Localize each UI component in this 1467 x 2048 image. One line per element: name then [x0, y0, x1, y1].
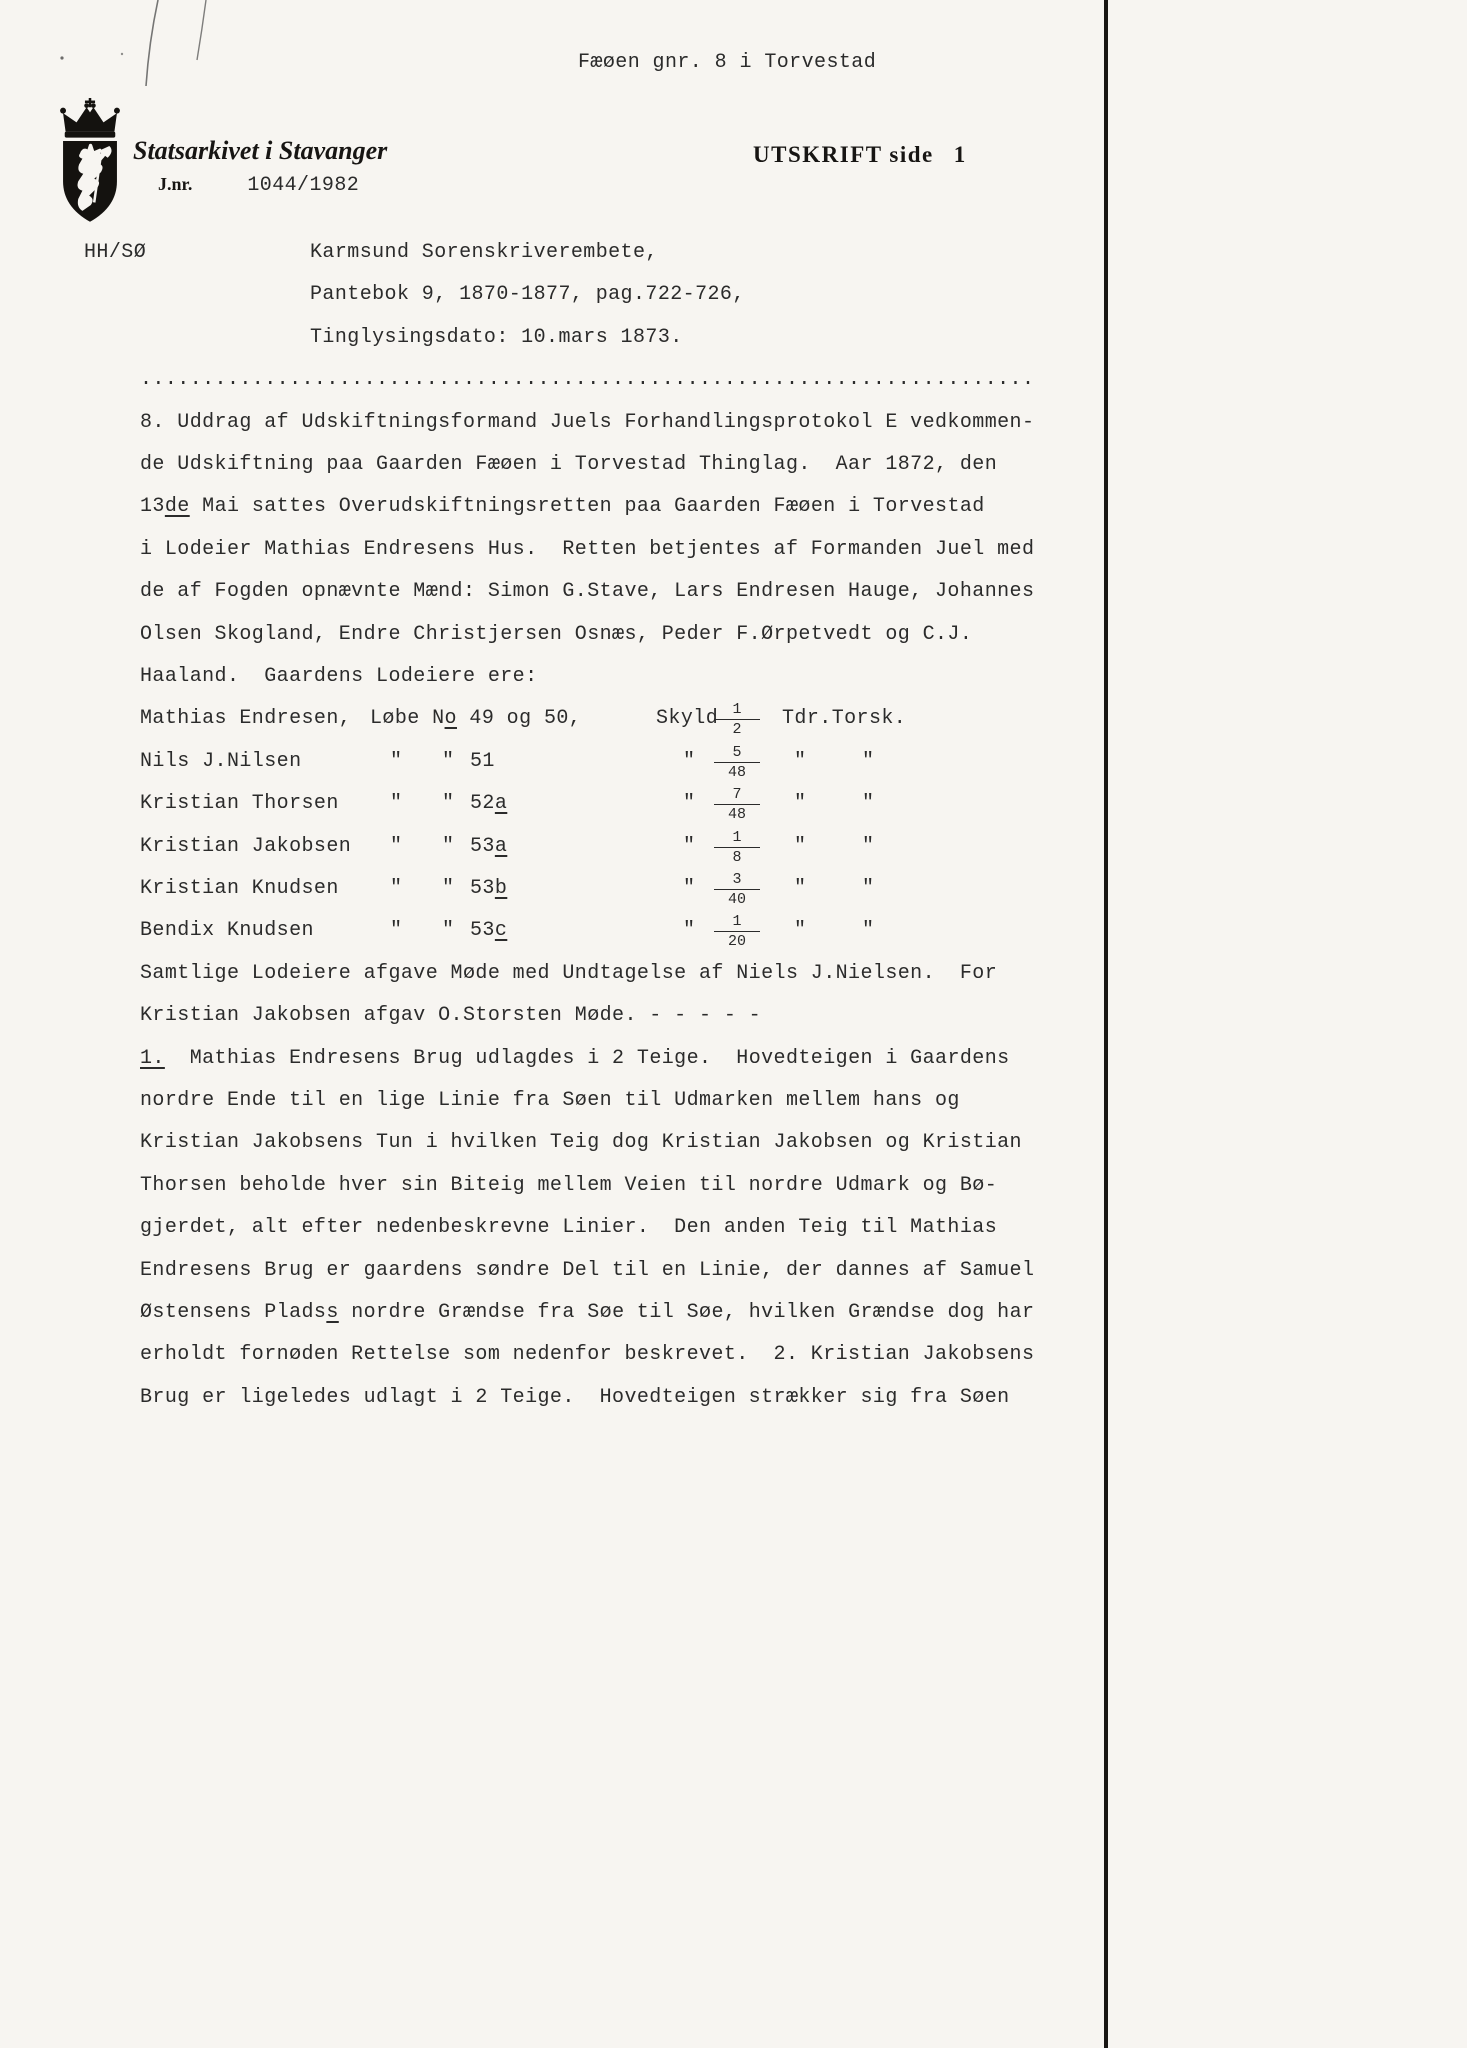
journal-number	[158, 174, 359, 197]
paragraph-line	[140, 1038, 1120, 1080]
owner-name: Kristian Knudsen	[140, 877, 339, 901]
fraction-numerator: 1	[714, 913, 760, 932]
ditto-mark: "	[442, 749, 455, 773]
paragraph-line: Endresens Brug er gaardens søndre Del til en Linie, der dannes af Samuel	[140, 1258, 1035, 1282]
handwritten-pen-marks	[0, 0, 260, 92]
ditto-mark: "	[442, 919, 455, 943]
source-line: Tinglysingsdato: 10.mars 1873.	[310, 325, 683, 349]
jnr-value: 1044/1982	[247, 174, 360, 197]
ditto-mark: "	[794, 749, 807, 773]
ditto-mark: "	[683, 792, 696, 816]
text-segment: Mathias Endresens Brug udlagdes i 2 Teige. Hovedteigen i Gaardens	[164, 1046, 1010, 1070]
text-segment: Mai sattes Overudskiftningsretten paa Gaarden Fæøen i Torvestad	[189, 495, 985, 519]
ditto-mark: "	[683, 834, 696, 858]
coat-of-arms-logo	[52, 98, 128, 231]
paragraph-line: gjerdet, alt efter nedenbeskrevne Linier. Den anden Teig til Mathias	[140, 1216, 998, 1240]
ditto-mark: "	[794, 877, 807, 901]
paragraph-line: Samtlige Lodeiere afgave Møde med Undtagelse af Niels J.Nielsen. For	[140, 961, 998, 985]
lobe-number-header	[370, 698, 581, 740]
ditto-mark: "	[862, 919, 875, 943]
unit-header: Tdr.Torsk.	[782, 707, 907, 731]
ditto-mark: "	[794, 919, 807, 943]
underlined-segment: a	[494, 792, 508, 816]
lobe-number	[470, 783, 507, 825]
paragraph-line	[140, 486, 1120, 528]
ditto-mark: "	[683, 877, 696, 901]
fraction-denominator: 2	[732, 721, 742, 739]
ditto-mark: "	[794, 834, 807, 858]
ditto-mark: "	[390, 877, 403, 901]
table-row	[140, 783, 1120, 825]
ditto-mark: "	[442, 834, 455, 858]
owner-name: Kristian Jakobsen	[140, 834, 352, 858]
ditto-mark: "	[390, 749, 403, 773]
paragraph-line: Kristian Jakobsens Tun i hvilken Teig dog Kristian Jakobsen og Kristian	[140, 1131, 1022, 1155]
fraction-numerator: 7	[714, 786, 760, 805]
ditto-mark: "	[794, 792, 807, 816]
text-segment: Østensens Plads	[140, 1301, 327, 1325]
ditto-mark: "	[862, 834, 875, 858]
ditto-mark: "	[862, 877, 875, 901]
text-segment: 49 og 50,	[456, 707, 582, 731]
lodeiere-table-header	[140, 698, 1120, 740]
paragraph-line: erholdt fornøden Rettelse som nedenfor beskrevet. 2. Kristian Jakobsens	[140, 1343, 1035, 1367]
utskrift-label: UTSKRIFT side	[753, 142, 934, 167]
fraction-numerator: 1	[714, 701, 760, 720]
fraction-denominator: 48	[727, 806, 746, 824]
source-line: Pantebok 9, 1870-1877, pag.722-726,	[310, 283, 745, 307]
skyld-fraction	[714, 913, 760, 950]
ditto-mark: "	[683, 919, 696, 943]
skyld-fraction	[714, 829, 760, 866]
fraction-numerator: 3	[714, 871, 760, 890]
archive-name: Statsarkivet i Stavanger	[133, 136, 388, 165]
table-row	[140, 868, 1120, 910]
paragraph-line: de Udskiftning paa Gaarden Fæøen i Torvestad Thinglag. Aar 1872, den	[140, 453, 998, 477]
norwegian-lion-icon	[52, 98, 128, 226]
lobe-number	[470, 910, 507, 952]
table-row	[140, 910, 1120, 952]
fraction-numerator: 1	[714, 829, 760, 848]
underlined-segment: b	[494, 877, 508, 901]
utskrift-header	[753, 142, 967, 168]
paragraph-line: de af Fogden opnævnte Mænd: Simon G.Stave, Lars Endresen Hauge, Johannes	[140, 580, 1035, 604]
fraction-denominator: 20	[727, 933, 746, 951]
paragraph-line	[140, 1292, 1120, 1334]
underlined-segment: c	[494, 919, 508, 943]
divider-dotted-line: ........................................................................	[140, 368, 1035, 392]
table-row	[140, 741, 1120, 783]
source-line: Karmsund Sorenskriverembete,	[310, 241, 658, 264]
document-body	[140, 232, 1120, 1419]
jnr-label: J.nr.	[158, 174, 193, 194]
lobe-number	[470, 826, 507, 868]
skyld-fraction	[714, 744, 760, 781]
ditto-mark: "	[390, 792, 403, 816]
paragraph-line: i Lodeier Mathias Endresens Hus. Retten betjentes af Formanden Juel med	[140, 537, 1035, 561]
paragraph-line: nordre Ende til en lige Linie fra Søen til Udmarken mellem hans og	[140, 1089, 960, 1113]
page-header-title: Fæøen gnr. 8 i Torvestad	[578, 51, 877, 74]
owner-name: Bendix Knudsen	[140, 919, 314, 943]
paragraph-line: 8. Uddrag af Udskiftningsformand Juels Forhandlingsprotokol E vedkommen-	[140, 410, 1035, 434]
fraction-denominator: 8	[732, 848, 742, 866]
ditto-mark: "	[442, 877, 455, 901]
skyld-header: Skyld	[656, 707, 719, 731]
lobe-number	[470, 868, 507, 910]
ditto-mark: "	[683, 749, 696, 773]
text-segment: 53	[470, 877, 495, 901]
lobe-number	[470, 741, 495, 783]
page-number: 1	[953, 142, 967, 167]
skyld-fraction	[714, 871, 760, 908]
text-segment: 52	[470, 792, 495, 816]
underlined-segment: s	[326, 1301, 339, 1325]
reference-initials: HH/SØ	[84, 241, 147, 264]
text-segment: 51	[470, 749, 495, 773]
fraction-numerator: 5	[714, 744, 760, 763]
underlined-segment: a	[494, 834, 508, 858]
underlined-segment: de	[164, 495, 190, 519]
text-segment: 53	[470, 834, 495, 858]
skyld-fraction	[714, 701, 760, 738]
ditto-mark: "	[390, 834, 403, 858]
owner-name: Kristian Thorsen	[140, 792, 339, 816]
paragraph-line: Olsen Skogland, Endre Christjersen Osnæs, Peder F.Ørpetvedt og C.J.	[140, 622, 973, 646]
fraction-denominator: 48	[727, 763, 746, 781]
ditto-mark: "	[442, 792, 455, 816]
ditto-mark: "	[390, 919, 403, 943]
scan-binding-edge-line	[1104, 0, 1108, 2048]
underlined-segment: 1.	[140, 1046, 165, 1070]
ditto-mark: "	[862, 749, 875, 773]
text-segment: nordre Grændse fra Søe til Søe, hvilken Grændse dog har	[338, 1301, 1035, 1325]
skyld-fraction	[714, 786, 760, 823]
owner-name: Nils J.Nilsen	[140, 749, 302, 773]
paragraph-line: Haaland. Gaardens Lodeiere ere:	[140, 665, 538, 689]
text-segment: 53	[470, 919, 495, 943]
text-segment: 13	[140, 495, 165, 519]
ditto-mark: "	[862, 792, 875, 816]
text-segment: Løbe N	[370, 707, 445, 731]
fraction-denominator: 40	[727, 891, 746, 909]
owner-name: Mathias Endresen,	[140, 707, 352, 731]
paragraph-line: Thorsen beholde hver sin Biteig mellem Veien til nordre Udmark og Bø-	[140, 1173, 998, 1197]
underlined-segment: o	[444, 707, 457, 731]
paragraph-line: Kristian Jakobsen afgav O.Storsten Møde. - - - - -	[140, 1004, 762, 1028]
paragraph-line: Brug er ligeledes udlagt i 2 Teige. Hovedteigen strækker sig fra Søen	[140, 1385, 1010, 1409]
table-row	[140, 826, 1120, 868]
